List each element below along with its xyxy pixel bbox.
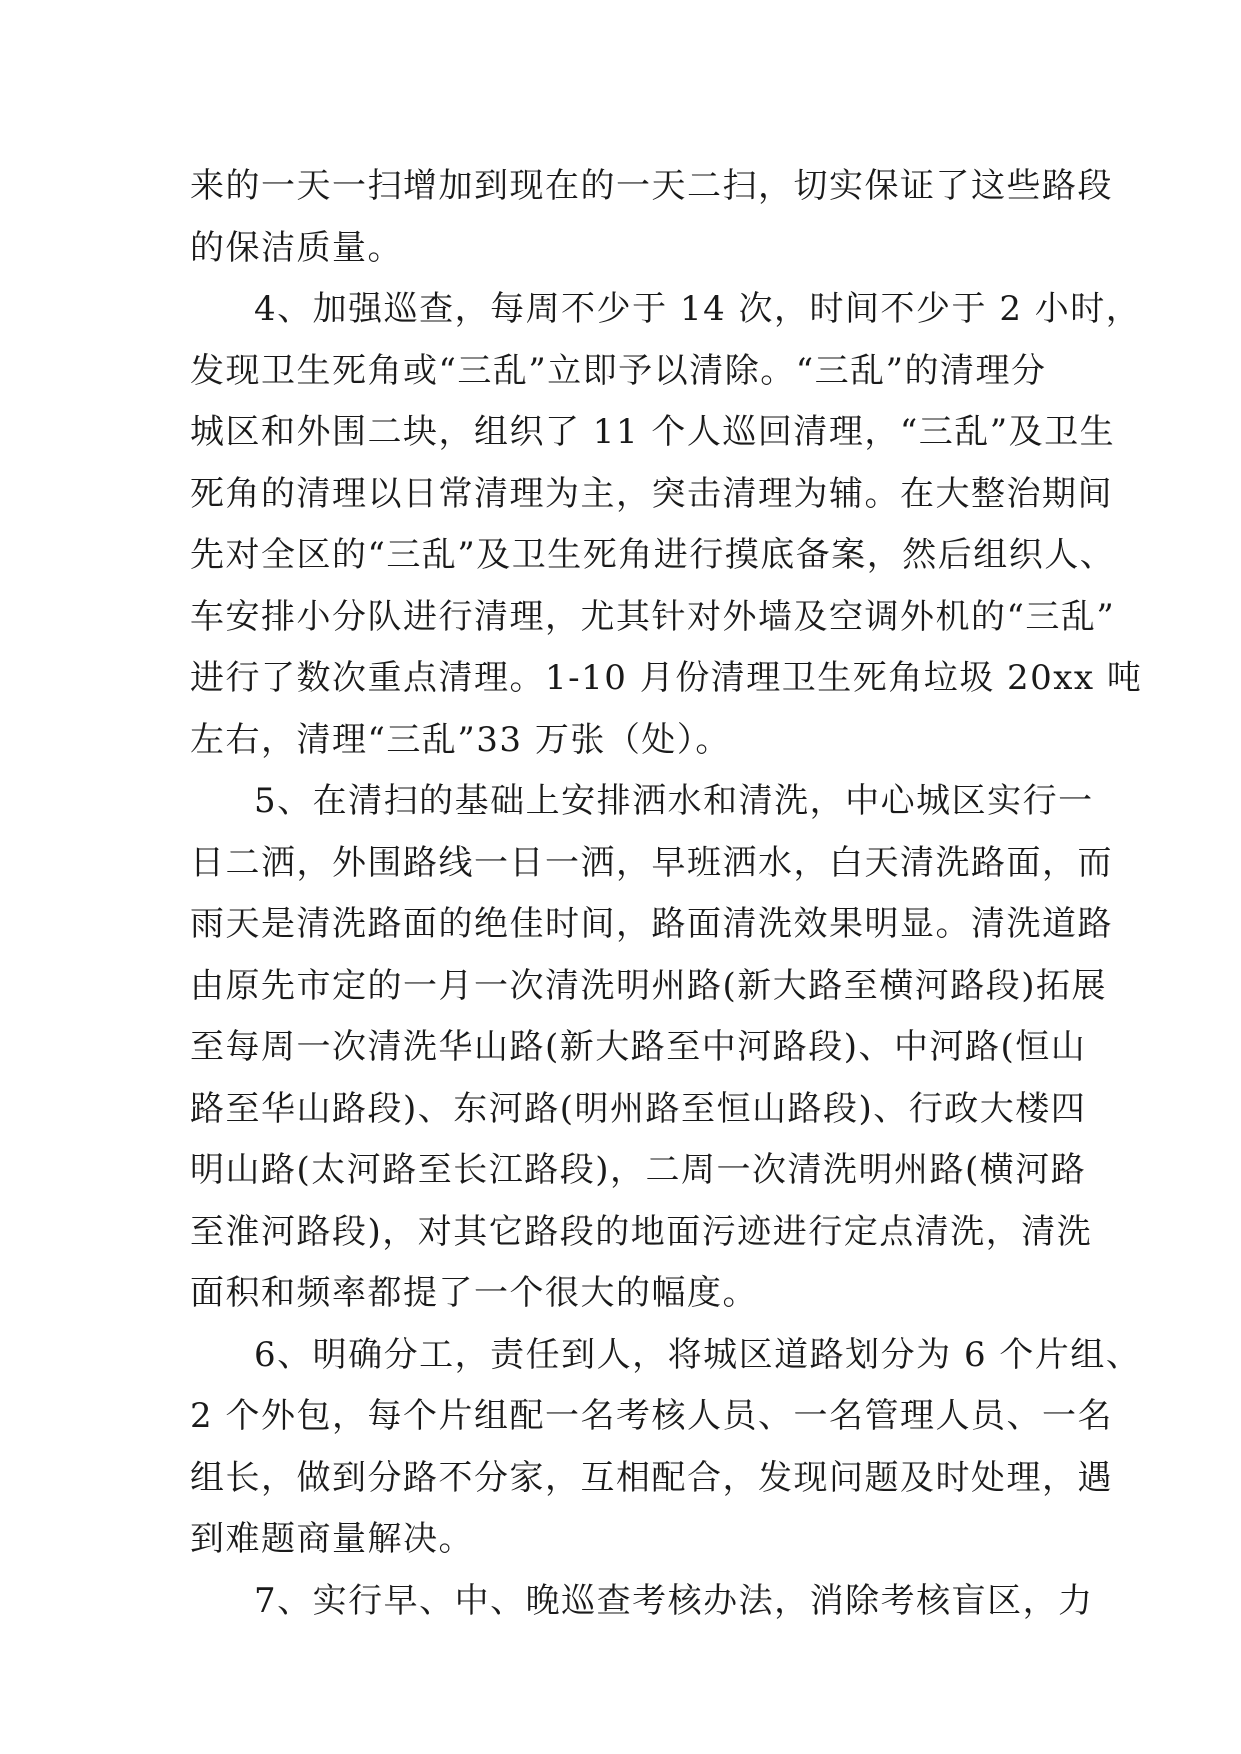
paragraph-item-4 <box>190 279 1143 771</box>
paragraph-item-6 <box>190 1325 1142 1571</box>
text-line: 面积和频率都提了一个很大的幅度。 <box>190 1273 758 1313</box>
paragraph-item-7 <box>190 1571 1094 1633</box>
paragraph-item-5 <box>190 771 1113 1325</box>
text-line: 由原先市定的一月一次清洗明州路(新大路至横河路段)拓展 <box>190 965 1108 1006</box>
text-line: 7、实行早、中、晚巡查考核办法，消除考核盲区，力 <box>254 1580 1094 1621</box>
text-line: 死角的清理以日常清理为主，突击清理为辅。在大整治期间 <box>190 473 1113 514</box>
text-line: 到难题商量解决。 <box>190 1519 474 1559</box>
text-line: 组长，做到分路不分家，互相配合，发现问题及时处理，遇 <box>190 1457 1113 1498</box>
text-line: 2 个外包，每个片组配一名考核人员、一名管理人员、一名 <box>190 1396 1113 1436</box>
text-line: 雨天是清洗路面的绝佳时间，路面清洗效果明显。清洗道路 <box>190 904 1113 944</box>
paragraph-continuation <box>190 156 1113 279</box>
text-line: 4、加强巡查，每周不少于 14 次，时间不少于 2 小时， <box>254 289 1142 329</box>
text-line: 至每周一次清洗华山路(新大路至中河路段)、中河路(恒山 <box>190 1027 1087 1067</box>
text-line: 车安排小分队进行清理，尤其针对外墙及空调外机的“三乱” <box>190 596 1116 637</box>
text-line: 路至华山路段)、东河路(明州路至恒山路段)、行政大楼四 <box>190 1088 1087 1129</box>
text-line: 先对全区的“三乱”及卫生死角进行摸底备案，然后组织人、 <box>190 535 1116 575</box>
text-line: 左右，清理“三乱”33 万张（处）。 <box>190 719 731 760</box>
text-line: 6、明确分工，责任到人，将城区道路划分为 6 个片组、 <box>254 1334 1142 1375</box>
text-line: 进行了数次重点清理。1-10 月份清理卫生死角垃圾 20xx 吨 <box>190 658 1143 698</box>
text-line: 城区和外围二块，组织了 11 个人巡回清理，“三乱”及卫生 <box>190 412 1116 452</box>
document-body <box>190 156 1143 1632</box>
text-line: 发现卫生死角或“三乱”立即予以清除。“三乱”的清理分 <box>190 350 1047 391</box>
text-line: 明山路(太河路至长江路段)，二周一次清洗明州路(横河路 <box>190 1150 1087 1190</box>
text-line: 日二洒，外围路线一日一洒，早班洒水，白天清洗路面，而 <box>190 842 1113 883</box>
text-line: 的保洁质量。 <box>190 227 403 268</box>
text-line: 5、在清扫的基础上安排洒水和清洗，中心城区实行一 <box>254 781 1094 821</box>
text-line: 来的一天一扫增加到现在的一天二扫，切实保证了这些路段 <box>190 166 1113 206</box>
text-line: 至淮河路段)，对其它路段的地面污迹进行定点清洗，清洗 <box>190 1211 1093 1252</box>
